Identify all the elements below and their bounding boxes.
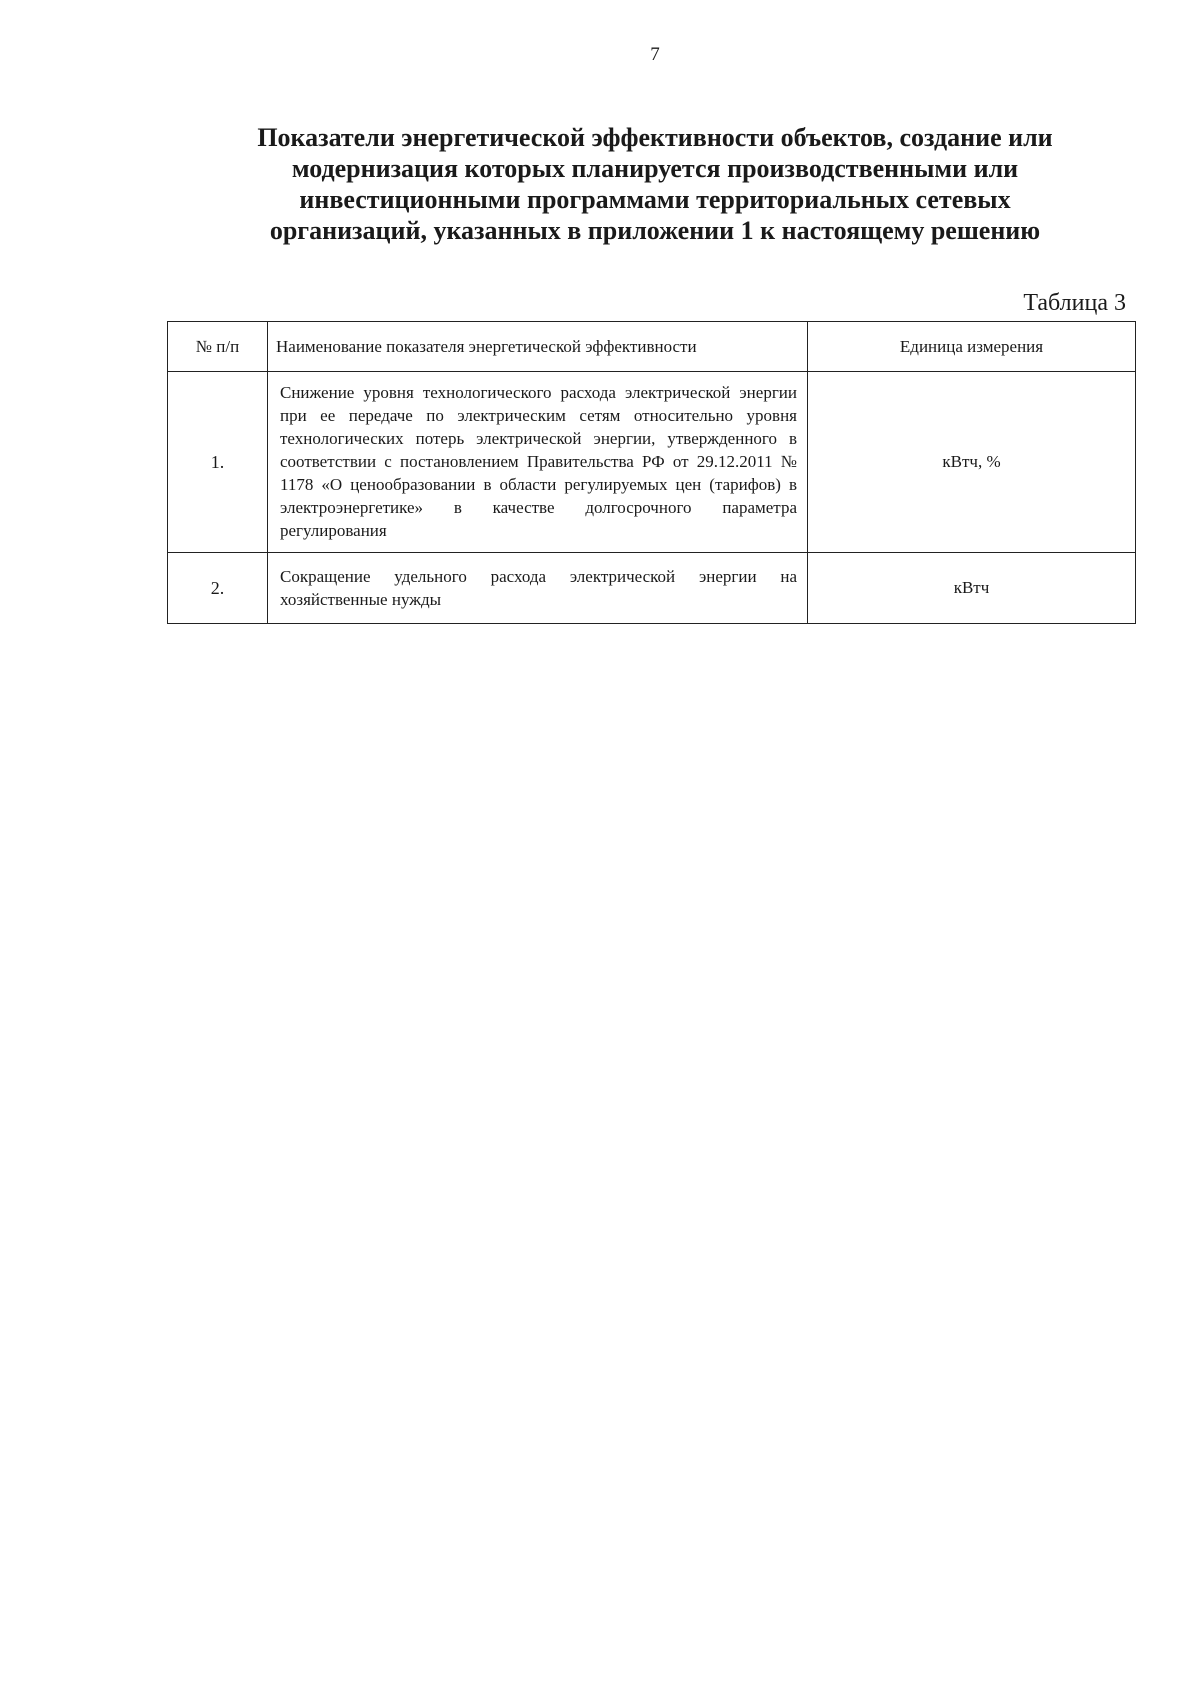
title-line: организаций, указанных в приложении 1 к настоящему решению	[269, 216, 1041, 245]
row-unit: кВтч, %	[808, 372, 1136, 553]
table-row	[168, 372, 1136, 553]
title-line: инвестиционными программами территориальных сетевых	[299, 185, 1011, 214]
title-line: Показатели энергетической эффективности объектов, создание или	[257, 123, 1053, 152]
row-num: 1.	[168, 372, 268, 553]
table-caption: Таблица 3	[1023, 290, 1126, 316]
row-unit: кВтч	[808, 553, 1136, 624]
header-num: № п/п	[168, 322, 268, 372]
header-unit: Единица измерения	[808, 322, 1136, 372]
table-row	[168, 553, 1136, 624]
header-name: Наименование показателя энергетической эффективности	[268, 322, 808, 372]
row-name: Снижение уровня технологического расхода электрической энергии при ее передаче по электрическим сетям относительно уровня технологических потерь электрической энергии, утвержденного в соответствии с постановлением Правительства РФ от 29.12.2011 № 1178 «О ценообразовании в области регулируемых цен (тарифов) в электроэнергетике» в качестве долгосрочного параметра регулирования	[268, 372, 808, 553]
indicators-table	[167, 321, 1136, 624]
title-line: модернизация которых планируется производственными или	[291, 154, 1019, 183]
page-number: 7	[650, 44, 660, 65]
table-header	[168, 322, 1136, 372]
table-body	[168, 372, 1136, 624]
row-name: Сокращение удельного расхода электрической энергии на хозяйственные нужды	[268, 553, 808, 624]
row-num: 2.	[168, 553, 268, 624]
document-title	[200, 122, 1110, 246]
header-row	[168, 322, 1136, 372]
